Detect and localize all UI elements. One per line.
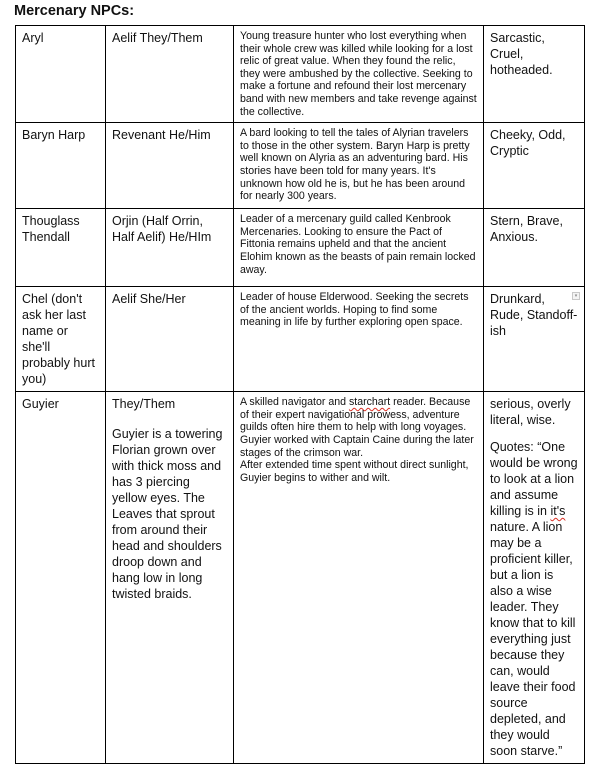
npc-traits-cell: Sarcastic, Cruel, hotheaded. bbox=[484, 26, 585, 123]
npc-name-cell: Thouglass Thendall bbox=[16, 209, 106, 287]
npc-description-cell: Young treasure hunter who lost everything when their whole crew was killed while looking for a lost relic of great value. When they found the relic, they were ambushed by the collective. Seeking to make a fortune and refound their lost mercenary band with new members and take revenge against the collective. bbox=[234, 26, 484, 123]
npc-race-cell bbox=[106, 392, 234, 764]
npc-quote-text: Quotes: “One would be wrong to look at a lion and assume killing is in it's nature. A lion may be a proficient killer, but a lion is also a wise leader. They know that to kill everything just because they can, would leave their food source depleted, and they would soon starve.” bbox=[490, 440, 578, 759]
page-heading: Mercenary NPCs: bbox=[14, 3, 135, 19]
npc-description-cell: A bard looking to tell the tales of Alyrian travelers to those in the other system. Baryn Harp is pretty well known on Alyria as an adventuring bard. His stories have been told for many years. It's unknown how old he is, but he has been around for nearly 300 years. bbox=[234, 123, 484, 209]
npc-description-cell bbox=[234, 392, 484, 764]
npc-traits-text: Drunkard, Rude, Standoff-ish bbox=[490, 292, 578, 339]
table-row bbox=[16, 26, 585, 123]
table-row bbox=[16, 287, 585, 392]
npc-description-cell: Leader of a mercenary guild called Kenbrook Mercenaries. Looking to ensure the Pact of Fittonia remains upheld and that the ancient Elohim known as the beasts of pain remain locked away. bbox=[234, 209, 484, 287]
npc-description-cell: Leader of house Elderwood. Seeking the secrets of the ancient worlds. Hoping to find some meaning in life by further exploring open space. bbox=[234, 287, 484, 392]
table-row bbox=[16, 209, 585, 287]
table-row bbox=[16, 392, 585, 764]
npc-description-paragraph: A skilled navigator and starchart reader. Because of their expert navigational prowess, adventure guilds often hire them to help with long voyages. Guyier worked with Captain Caine during the later stages of the crimson war. bbox=[240, 396, 474, 459]
npc-traits-cell bbox=[484, 392, 585, 764]
npc-description-paragraph: After extended time spent without direct sunlight, Guyier begins to wither and wilt. bbox=[240, 459, 469, 484]
npc-traits-cell: Cheeky, Odd, Cryptic bbox=[484, 123, 585, 209]
comment-dropdown-icon[interactable]: ▾ bbox=[572, 292, 580, 300]
npc-race-cell: Aelif They/Them bbox=[106, 26, 234, 123]
npc-name-cell: Baryn Harp bbox=[16, 123, 106, 209]
npc-traits-cell: Stern, Brave, Anxious. bbox=[484, 209, 585, 287]
npc-race-cell: Aelif She/Her bbox=[106, 287, 234, 392]
npc-race-cell: Revenant He/Him bbox=[106, 123, 234, 209]
npc-name-cell: Chel (don't ask her last name or she'll probably hurt you) bbox=[16, 287, 106, 392]
npc-name-cell: Guyier bbox=[16, 392, 106, 764]
table-row bbox=[16, 123, 585, 209]
npc-traits-text: serious, overly literal, wise. bbox=[490, 397, 571, 428]
spellcheck-word[interactable]: starchart bbox=[348, 396, 391, 409]
npc-appearance-text: Guyier is a towering Florian grown over with thick moss and has 3 piercing yellow eyes. The Leaves that sprout from around their head and shoulders droop down and hang low in long twisted braids. bbox=[112, 427, 223, 602]
npc-race-cell: Orjin (Half Orrin, Half Aelif) He/HIm bbox=[106, 209, 234, 287]
spellcheck-word[interactable]: it's bbox=[550, 504, 566, 519]
npc-race-text: They/Them bbox=[112, 397, 176, 412]
mercenary-npc-table bbox=[15, 25, 585, 764]
npc-name-cell: Aryl bbox=[16, 26, 106, 123]
npc-traits-cell bbox=[484, 287, 585, 392]
